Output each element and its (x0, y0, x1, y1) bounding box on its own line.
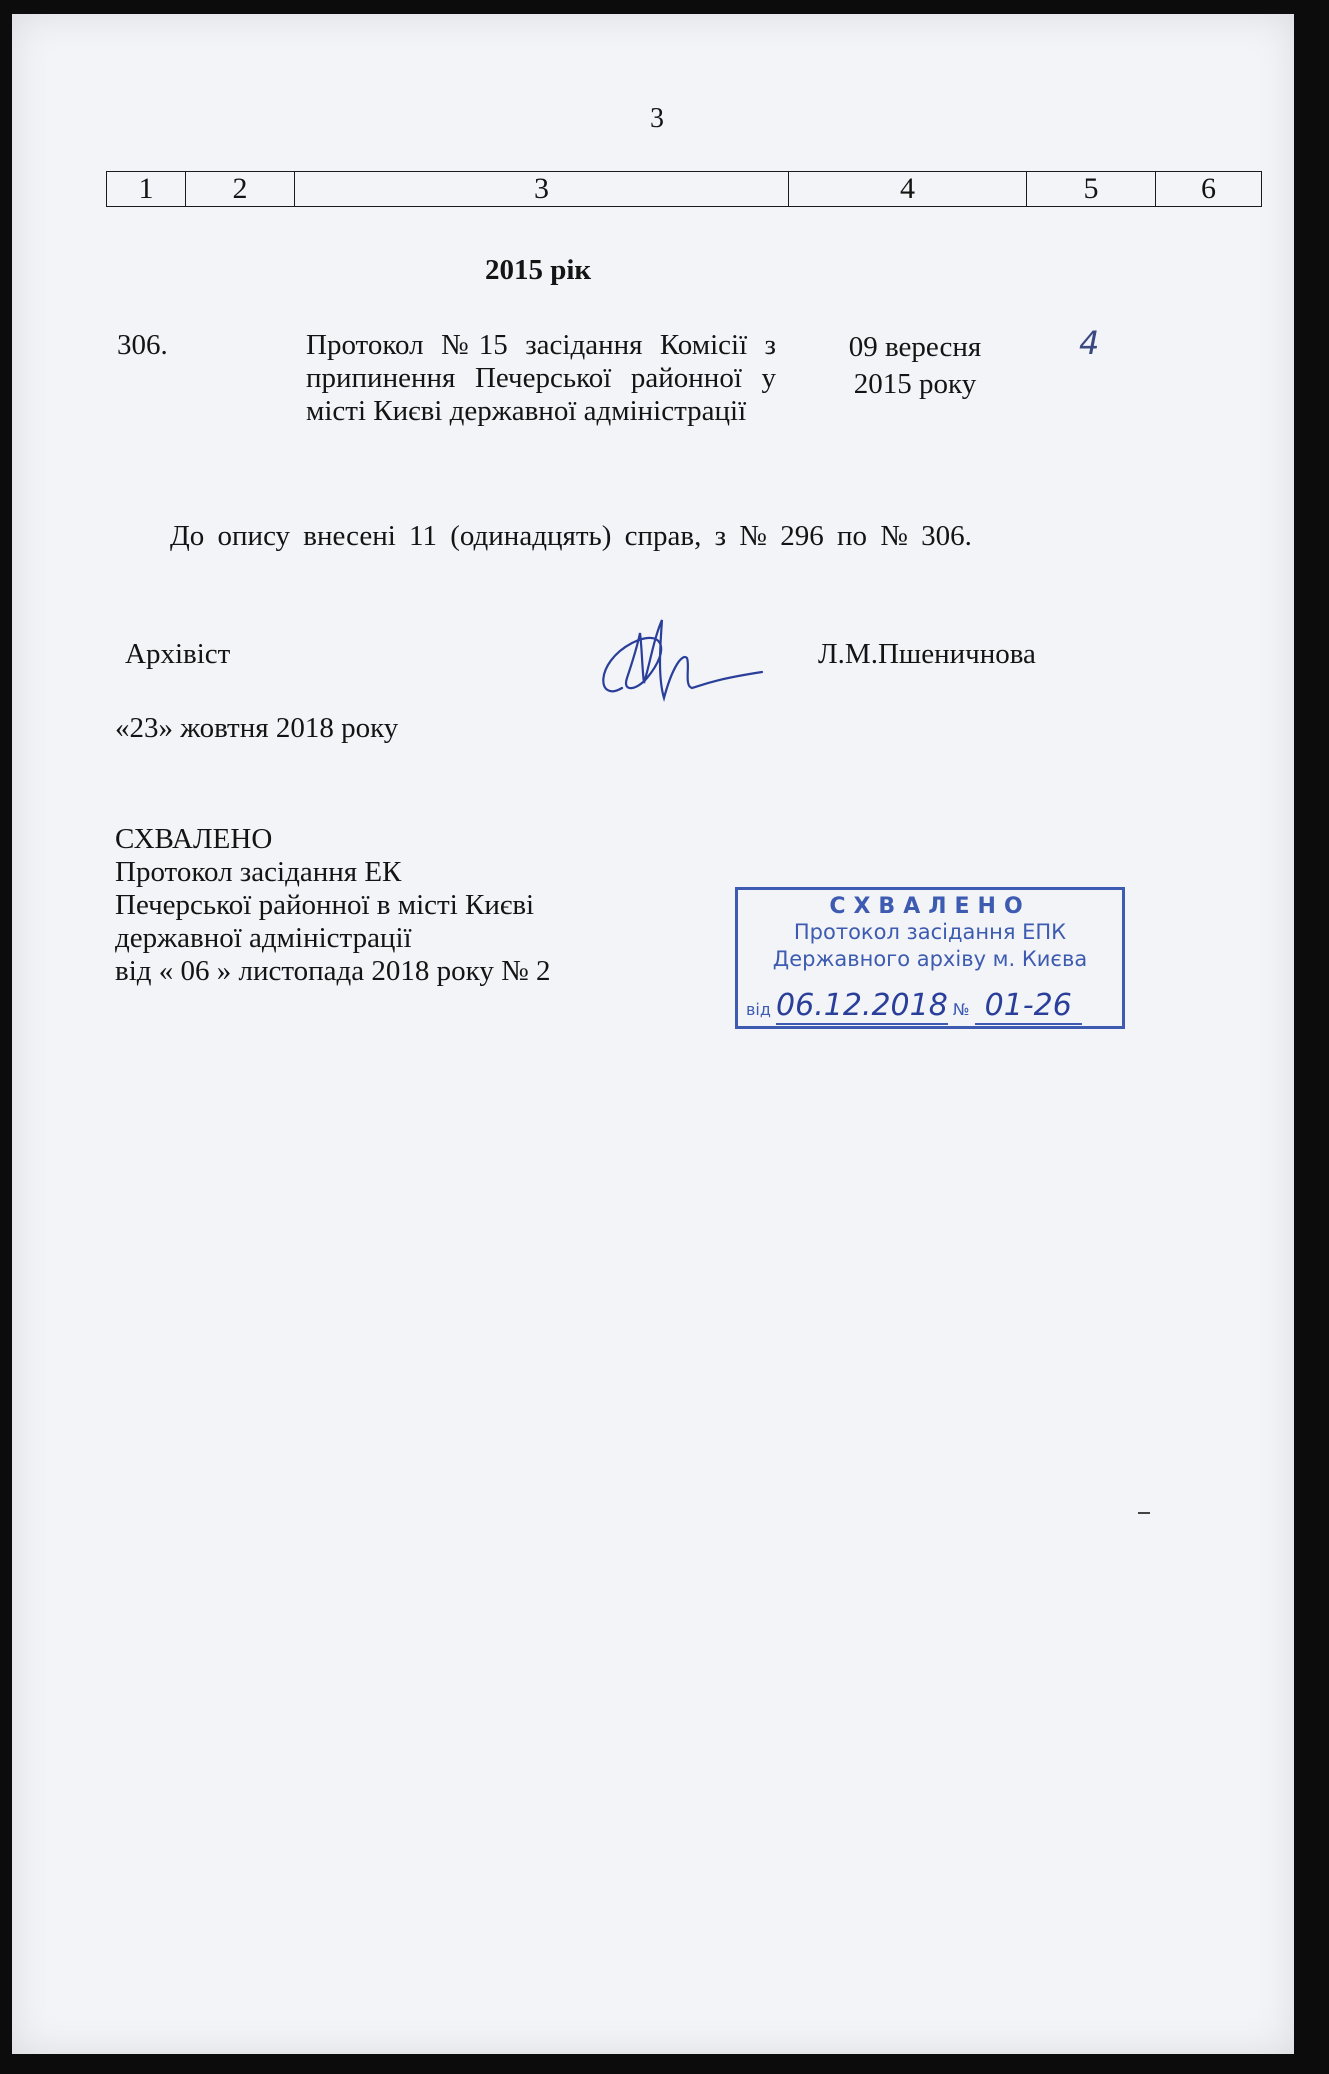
entry-date-line1: 09 вересня (848, 331, 982, 363)
column-header-table (106, 171, 1262, 207)
summary-line: До опису внесені 11 (одинадцять) справ, з № 296 по № 306. (170, 520, 972, 552)
signatory-role: Архівіст (125, 638, 231, 670)
approval-heading: СХВАЛЕНО (115, 823, 273, 855)
stamp-date-underline (776, 988, 948, 1025)
column-header-3: 3 (295, 172, 789, 207)
approval-line-4: від « 06 » листопада 2018 року № 2 (115, 955, 551, 987)
stamp-date-prefix: від (746, 1000, 771, 1019)
stamp-line-1: Протокол засідання ЕПК (793, 920, 1067, 944)
approval-stamp (735, 887, 1125, 1029)
document-page (12, 14, 1294, 2054)
entry-title: Протокол №15 засідання Комісії з припинення Печерської районної у місті Києві державної адміністрації (306, 329, 776, 427)
stamp-line-2: Державного архіву м. Києва (772, 947, 1088, 971)
page-number: 3 (650, 103, 664, 134)
stamp-number-value: 01-26 (984, 988, 1072, 1023)
column-header-4: 4 (789, 172, 1027, 207)
approval-line-2: Печерської районної в місті Києві (115, 889, 535, 921)
column-header-6: 6 (1156, 172, 1262, 207)
entry-number: 306. (117, 329, 168, 361)
approval-block (115, 823, 551, 988)
approval-line-3: державної адміністрації (115, 922, 412, 954)
entry-date-line2: 2015 року (853, 368, 977, 400)
stamp-number-underline (975, 988, 1082, 1025)
entry-date (830, 329, 1000, 403)
column-header-1: 1 (107, 172, 186, 207)
signatory-name: Л.М.Пшеничнова (818, 638, 1036, 670)
column-header-5: 5 (1027, 172, 1156, 207)
entry-sheets-handwritten: 4 (1079, 324, 1100, 362)
stamp-date-row (746, 988, 1082, 1025)
stamp-date-value: 06.12.2018 (776, 988, 948, 1023)
pen-mark (1138, 1512, 1150, 1514)
approval-line-1: Протокол засідання ЕК (115, 856, 402, 888)
year-heading: 2015 рік (485, 254, 592, 286)
stamp-number-prefix: № (952, 1000, 970, 1019)
handwritten-signature (592, 608, 772, 718)
signature-date: «23» жовтня 2018 року (115, 712, 399, 744)
stamp-title: СХВАЛЕНО (829, 894, 1031, 919)
column-header-2: 2 (186, 172, 295, 207)
